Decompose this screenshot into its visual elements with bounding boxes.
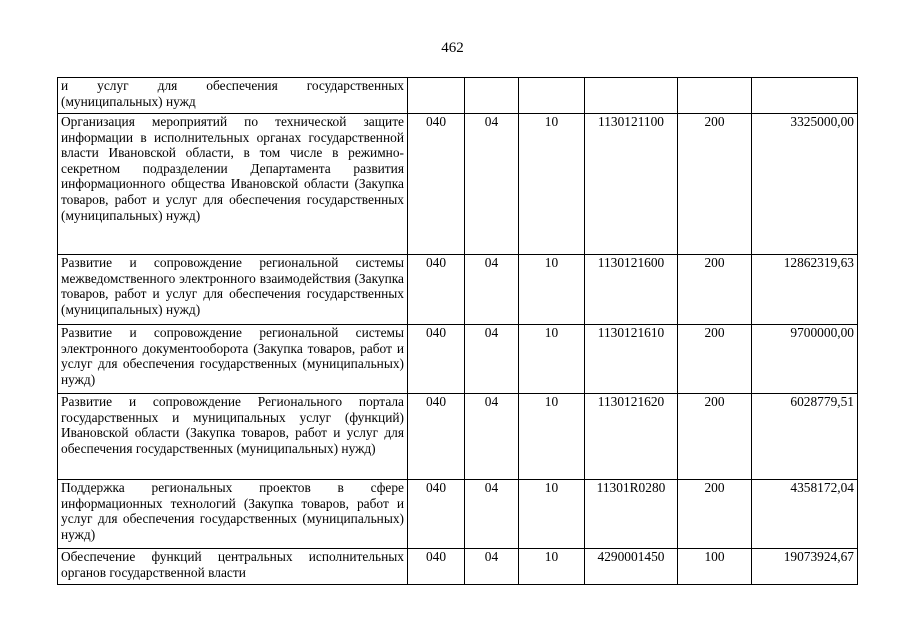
expense-type-code: 200 — [678, 255, 752, 325]
page-number: 462 — [441, 40, 464, 56]
table-body — [58, 78, 858, 585]
section-code — [465, 78, 519, 114]
expense-type-code: 200 — [678, 114, 752, 255]
table-row — [58, 549, 858, 585]
ministry-code — [408, 78, 465, 114]
expense-type-code: 100 — [678, 549, 752, 585]
article-code: 4290001450 — [585, 549, 678, 585]
subsection-code: 10 — [519, 325, 585, 394]
section-code: 04 — [465, 394, 519, 480]
amount-value — [752, 78, 858, 114]
article-code: 11301R0280 — [585, 480, 678, 549]
article-code: 1130121620 — [585, 394, 678, 480]
expense-type-code — [678, 78, 752, 114]
row-description: Поддержка региональных проектов в сфере информационных технологий (Закупка товаров, работ и услуг для обеспечения государственных (муниципальных) нужд) — [58, 480, 408, 549]
article-code: 1130121610 — [585, 325, 678, 394]
subsection-code: 10 — [519, 255, 585, 325]
article-code — [585, 78, 678, 114]
amount-value: 6028779,51 — [752, 394, 858, 480]
amount-value: 9700000,00 — [752, 325, 858, 394]
subsection-code: 10 — [519, 480, 585, 549]
amount-value: 3325000,00 — [752, 114, 858, 255]
section-code: 04 — [465, 255, 519, 325]
table-row — [58, 255, 858, 325]
ministry-code: 040 — [408, 394, 465, 480]
row-description: и услуг для обеспечения государственных (муниципальных) нужд — [58, 78, 408, 114]
row-description: Развитие и сопровождение региональной системы электронного документооборота (Закупка товаров, работ и услуг для обеспечения государственных (муниципальных) нужд) — [58, 325, 408, 394]
subsection-code — [519, 78, 585, 114]
table-row — [58, 78, 858, 114]
section-code: 04 — [465, 325, 519, 394]
table-row — [58, 325, 858, 394]
subsection-code: 10 — [519, 394, 585, 480]
row-description: Обеспечение функций центральных исполнительных органов государственной власти — [58, 549, 408, 585]
row-description: Развитие и сопровождение Регионального портала государственных и муниципальных услуг (функций) Ивановской области (Закупка товаров, работ и услуг для обеспечения государственных (муниципальных) нужд) — [58, 394, 408, 480]
expense-type-code: 200 — [678, 480, 752, 549]
amount-value: 19073924,67 — [752, 549, 858, 585]
subsection-code: 10 — [519, 549, 585, 585]
ministry-code: 040 — [408, 255, 465, 325]
row-description: Организация мероприятий по технической защите информации в исполнительных органах государственной власти Ивановской области, в том числе в режимно-секретном подразделении Департамента развития информационного общества Ивановской области (Закупка товаров, работ и услуг для обеспечения государственных (муниципальных) нужд) — [58, 114, 408, 255]
table-row — [58, 114, 858, 255]
article-code: 1130121600 — [585, 255, 678, 325]
budget-table — [57, 77, 858, 585]
expense-type-code: 200 — [678, 325, 752, 394]
table-row — [58, 394, 858, 480]
section-code: 04 — [465, 549, 519, 585]
ministry-code: 040 — [408, 549, 465, 585]
ministry-code: 040 — [408, 114, 465, 255]
row-description: Развитие и сопровождение региональной системы межведомственного электронного взаимодействия (Закупка товаров, работ и услуг для обеспечения государственных (муниципальных) нужд) — [58, 255, 408, 325]
section-code: 04 — [465, 480, 519, 549]
subsection-code: 10 — [519, 114, 585, 255]
amount-value: 4358172,04 — [752, 480, 858, 549]
table-row — [58, 480, 858, 549]
section-code: 04 — [465, 114, 519, 255]
amount-value: 12862319,63 — [752, 255, 858, 325]
ministry-code: 040 — [408, 325, 465, 394]
ministry-code: 040 — [408, 480, 465, 549]
expense-type-code: 200 — [678, 394, 752, 480]
article-code: 1130121100 — [585, 114, 678, 255]
